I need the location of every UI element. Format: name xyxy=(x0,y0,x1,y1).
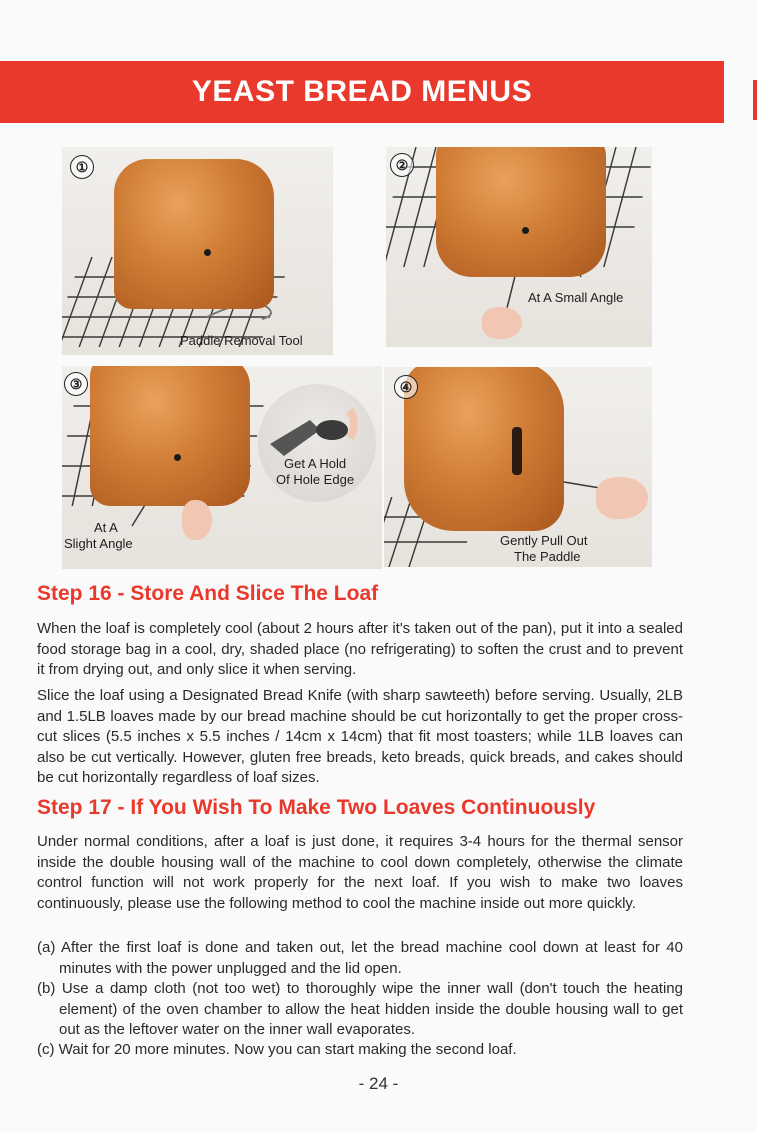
step-17-item-b: (b) Use a damp cloth (not too wet) to thoroughly wipe the inner wall (don't touch the heating element) of the oven chamber to allow the heat hidden inside the double housing wall to get out as the leftover water on the inner wall evaporates. xyxy=(37,980,683,1038)
page-number: - 24 - xyxy=(358,1074,399,1093)
step-number-2: ② xyxy=(390,153,414,177)
step-16-title: Step 16 - Store And Slice The Loaf xyxy=(37,582,379,605)
photo-caption-line2: The Paddle xyxy=(514,549,581,564)
bread-loaf xyxy=(90,366,250,506)
step-16-paragraph-2: Slice the loaf using a Designated Bread Knife (with sharp sawteeth) before serving. Usually, 2LB and 1.5LB loaves made by our bread machine should be cut horizontally to get the proper cross-cut slices (5.5 inches x 5.5 inches / 14cm x 14cm) that fit most toasters; while 1LB loaves can also be cut vertically. However, gluten free breads, keto breads, quick breads, and cakes should be cut horizontally regardless of loaf sizes. xyxy=(37,687,683,786)
page-title: YEAST BREAD MENUS xyxy=(191,75,533,108)
photo-step-3 xyxy=(62,366,382,569)
edge-strip xyxy=(753,80,757,120)
bread-loaf xyxy=(404,367,564,531)
paddle-slot xyxy=(512,427,522,475)
photo-caption-line2: Slight Angle xyxy=(64,536,133,551)
step-17-title: Step 17 - If You Wish To Make Two Loaves Continuously xyxy=(37,796,596,819)
step-17-paragraph-1: Under normal conditions, after a loaf is just done, it requires 3-4 hours for the thermal sensor inside the double housing wall of the machine to cool down completely, otherwise the climate control function will not work properly for the next loaf. If you wish to make two loaves continuously, please use the following method to cool the machine inside out more quickly. xyxy=(37,833,683,912)
photo-step-4 xyxy=(384,367,652,567)
header-banner xyxy=(0,61,724,123)
inset-caption-line2: Of Hole Edge xyxy=(276,472,355,487)
inset-caption-line1: Get A Hold xyxy=(284,456,347,471)
photo-step-1 xyxy=(62,147,333,355)
photo-caption: Paddle Removal Tool xyxy=(180,333,303,348)
hand xyxy=(182,500,212,540)
hand xyxy=(482,307,522,339)
photo-step-2 xyxy=(386,147,652,347)
hand xyxy=(596,477,648,519)
step-number-1: ① xyxy=(70,155,94,179)
bread-loaf xyxy=(436,147,606,277)
step-number-3: ③ xyxy=(64,372,88,396)
paddle-hole xyxy=(522,227,529,234)
paddle-hole xyxy=(204,249,211,256)
step-16-paragraph-1: When the loaf is completely cool (about 2 hours after it's taken out of the pan), put it into a sealed food storage bag in a cool, dry, shaded place (no refrigerating) to soften the crust and to prevent it from drying out, and only slice it when serving. xyxy=(37,620,683,678)
photo-caption-line1: At A xyxy=(94,520,118,535)
step-17-item-a: (a) After the first loaf is done and taken out, let the bread machine cool down at least for 40 minutes with the power unplugged and the lid open. xyxy=(37,939,683,977)
photo-caption: At A Small Angle xyxy=(528,290,624,305)
bread-loaf xyxy=(114,159,274,309)
step-number-4: ④ xyxy=(394,375,418,399)
step-17-item-c: (c) Wait for 20 more minutes. Now you can start making the second loaf. xyxy=(37,1041,517,1058)
paddle-hole xyxy=(174,454,181,461)
photo-caption-line1: Gently Pull Out xyxy=(500,533,588,548)
